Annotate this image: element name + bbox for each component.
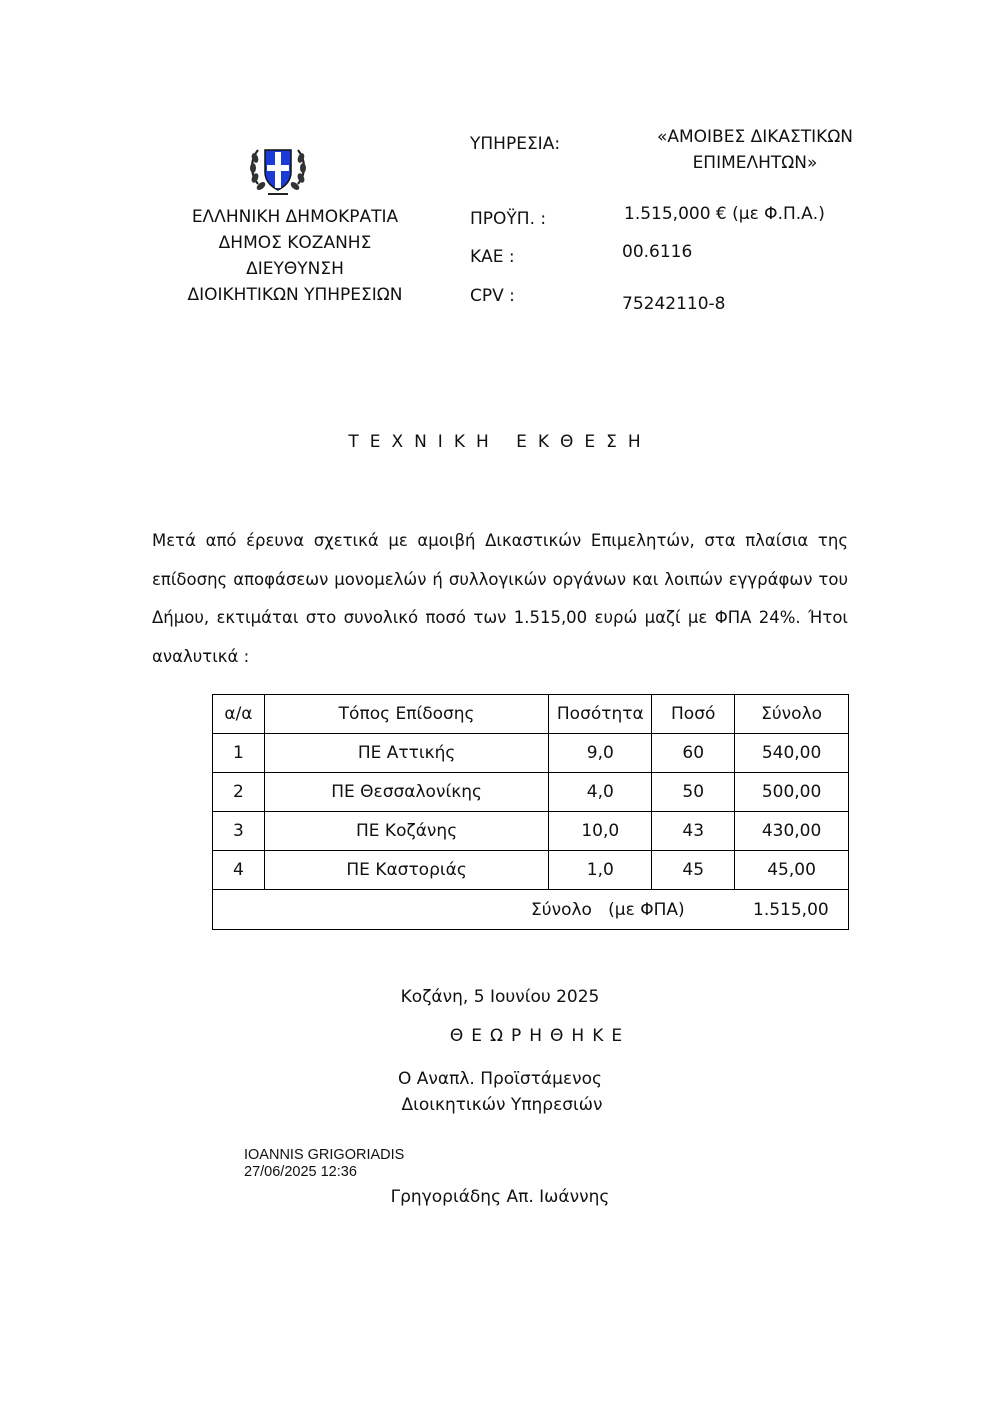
service-value-line1: «ΑΜΟΙΒΕΣ ΔΙΚΑΣΤΙΚΩΝ — [656, 127, 854, 147]
table-cell: 1,0 — [549, 851, 652, 890]
table-row — [213, 773, 849, 812]
org-line-services: ΔΙΟΙΚΗΤΙΚΩΝ ΥΠΗΡΕΣΙΩΝ — [187, 285, 403, 305]
cpv-label: CPV : — [470, 286, 515, 306]
org-line-republic: ΕΛΛΗΝΙΚΗ ΔΗΜΟΚΡΑΤΙΑ — [191, 207, 399, 227]
table-header-row — [213, 695, 849, 734]
table-cell: 500,00 — [735, 773, 849, 812]
budget-label: ΠΡΟΫΠ. : — [470, 209, 547, 229]
table-cell: ΠΕ Καστοριάς — [264, 851, 548, 890]
table-cell: 50 — [652, 773, 735, 812]
greek-coat-of-arms-icon — [246, 138, 310, 202]
table-total-row — [213, 890, 849, 930]
table-cell: 4,0 — [549, 773, 652, 812]
organization-block — [150, 204, 440, 308]
role-line2: Διοικητικών Υπηρεσιών — [401, 1095, 603, 1115]
header-cell: Τόπος Επίδοσης — [264, 695, 548, 734]
table-cell: 1 — [213, 734, 265, 773]
table-cell: 45 — [652, 851, 735, 890]
table-cell: 9,0 — [549, 734, 652, 773]
total-label: Σύνολο (με ΦΠΑ) — [531, 900, 685, 920]
table-cell: 2 — [213, 773, 265, 812]
service-label: ΥΠΗΡΕΣΙΑ: — [470, 134, 561, 154]
header-cell: Σύνολο — [735, 695, 849, 734]
document-title: ΤΕΧΝΙΚΗ ΕΚΘΕΣΗ — [348, 432, 652, 452]
table-row — [213, 812, 849, 851]
signer-name: Γρηγοριάδης Απ. Ιωάννης — [390, 1187, 610, 1207]
digital-signature-block — [244, 1147, 404, 1181]
header-cell: Ποσότητα — [549, 695, 652, 734]
total-cell — [213, 890, 849, 930]
table-cell: 4 — [213, 851, 265, 890]
table-cell: 430,00 — [735, 812, 849, 851]
org-line-directorate: ΔΙΕΥΘΥΝΣΗ — [246, 259, 344, 279]
approved-heading: ΘΕΩΡΗΘΗΚΕ — [449, 1026, 631, 1046]
table-cell: 45,00 — [735, 851, 849, 890]
kae-value: 00.6116 — [622, 242, 693, 262]
table-row — [213, 734, 849, 773]
table-cell: ΠΕ Κοζάνης — [264, 812, 548, 851]
table-cell: 540,00 — [735, 734, 849, 773]
place-date: Κοζάνη, 5 Ιουνίου 2025 — [400, 987, 600, 1007]
org-line-municipality: ΔΗΜΟΣ ΚΟΖΑΝΗΣ — [218, 233, 372, 253]
table-row — [213, 851, 849, 890]
total-value: 1.515,00 — [753, 900, 829, 920]
body-paragraph: Μετά από έρευνα σχετικά με αμοιβή Δικαστικών Επιμελητών, στα πλαίσια της επίδοσης αποφάσεων μονομελών ή συλλογικών οργάνων και λοιπών εγγράφων του Δήμου, εκτιμάται στο συνολικό ποσό των 1.515,00 ευρώ μαζί με ΦΠΑ 24%. Ήτοι αναλυτικά : — [152, 531, 848, 666]
service-value-line2: ΕΠΙΜΕΛΗΤΩΝ» — [692, 153, 818, 173]
table-cell: 60 — [652, 734, 735, 773]
table-cell: ΠΕ Θεσσαλονίκης — [264, 773, 548, 812]
table-cell: 3 — [213, 812, 265, 851]
cpv-value: 75242110-8 — [622, 294, 726, 314]
signature-timestamp: 27/06/2025 12:36 — [244, 1164, 357, 1180]
cost-table — [212, 694, 849, 930]
role-line1: Ο Αναπλ. Προϊστάμενος — [397, 1069, 603, 1089]
signer-latin-name: IOANNIS GRIGORIADIS — [244, 1147, 405, 1163]
table-cell: ΠΕ Αττικής — [264, 734, 548, 773]
budget-value: 1.515,000 € (με Φ.Π.Α.) — [624, 204, 825, 224]
header-cell: α/α — [213, 695, 265, 734]
table-cell: 43 — [652, 812, 735, 851]
kae-label: ΚΑΕ : — [470, 247, 515, 267]
header-cell: Ποσό — [652, 695, 735, 734]
service-value — [600, 124, 910, 176]
table-cell: 10,0 — [549, 812, 652, 851]
